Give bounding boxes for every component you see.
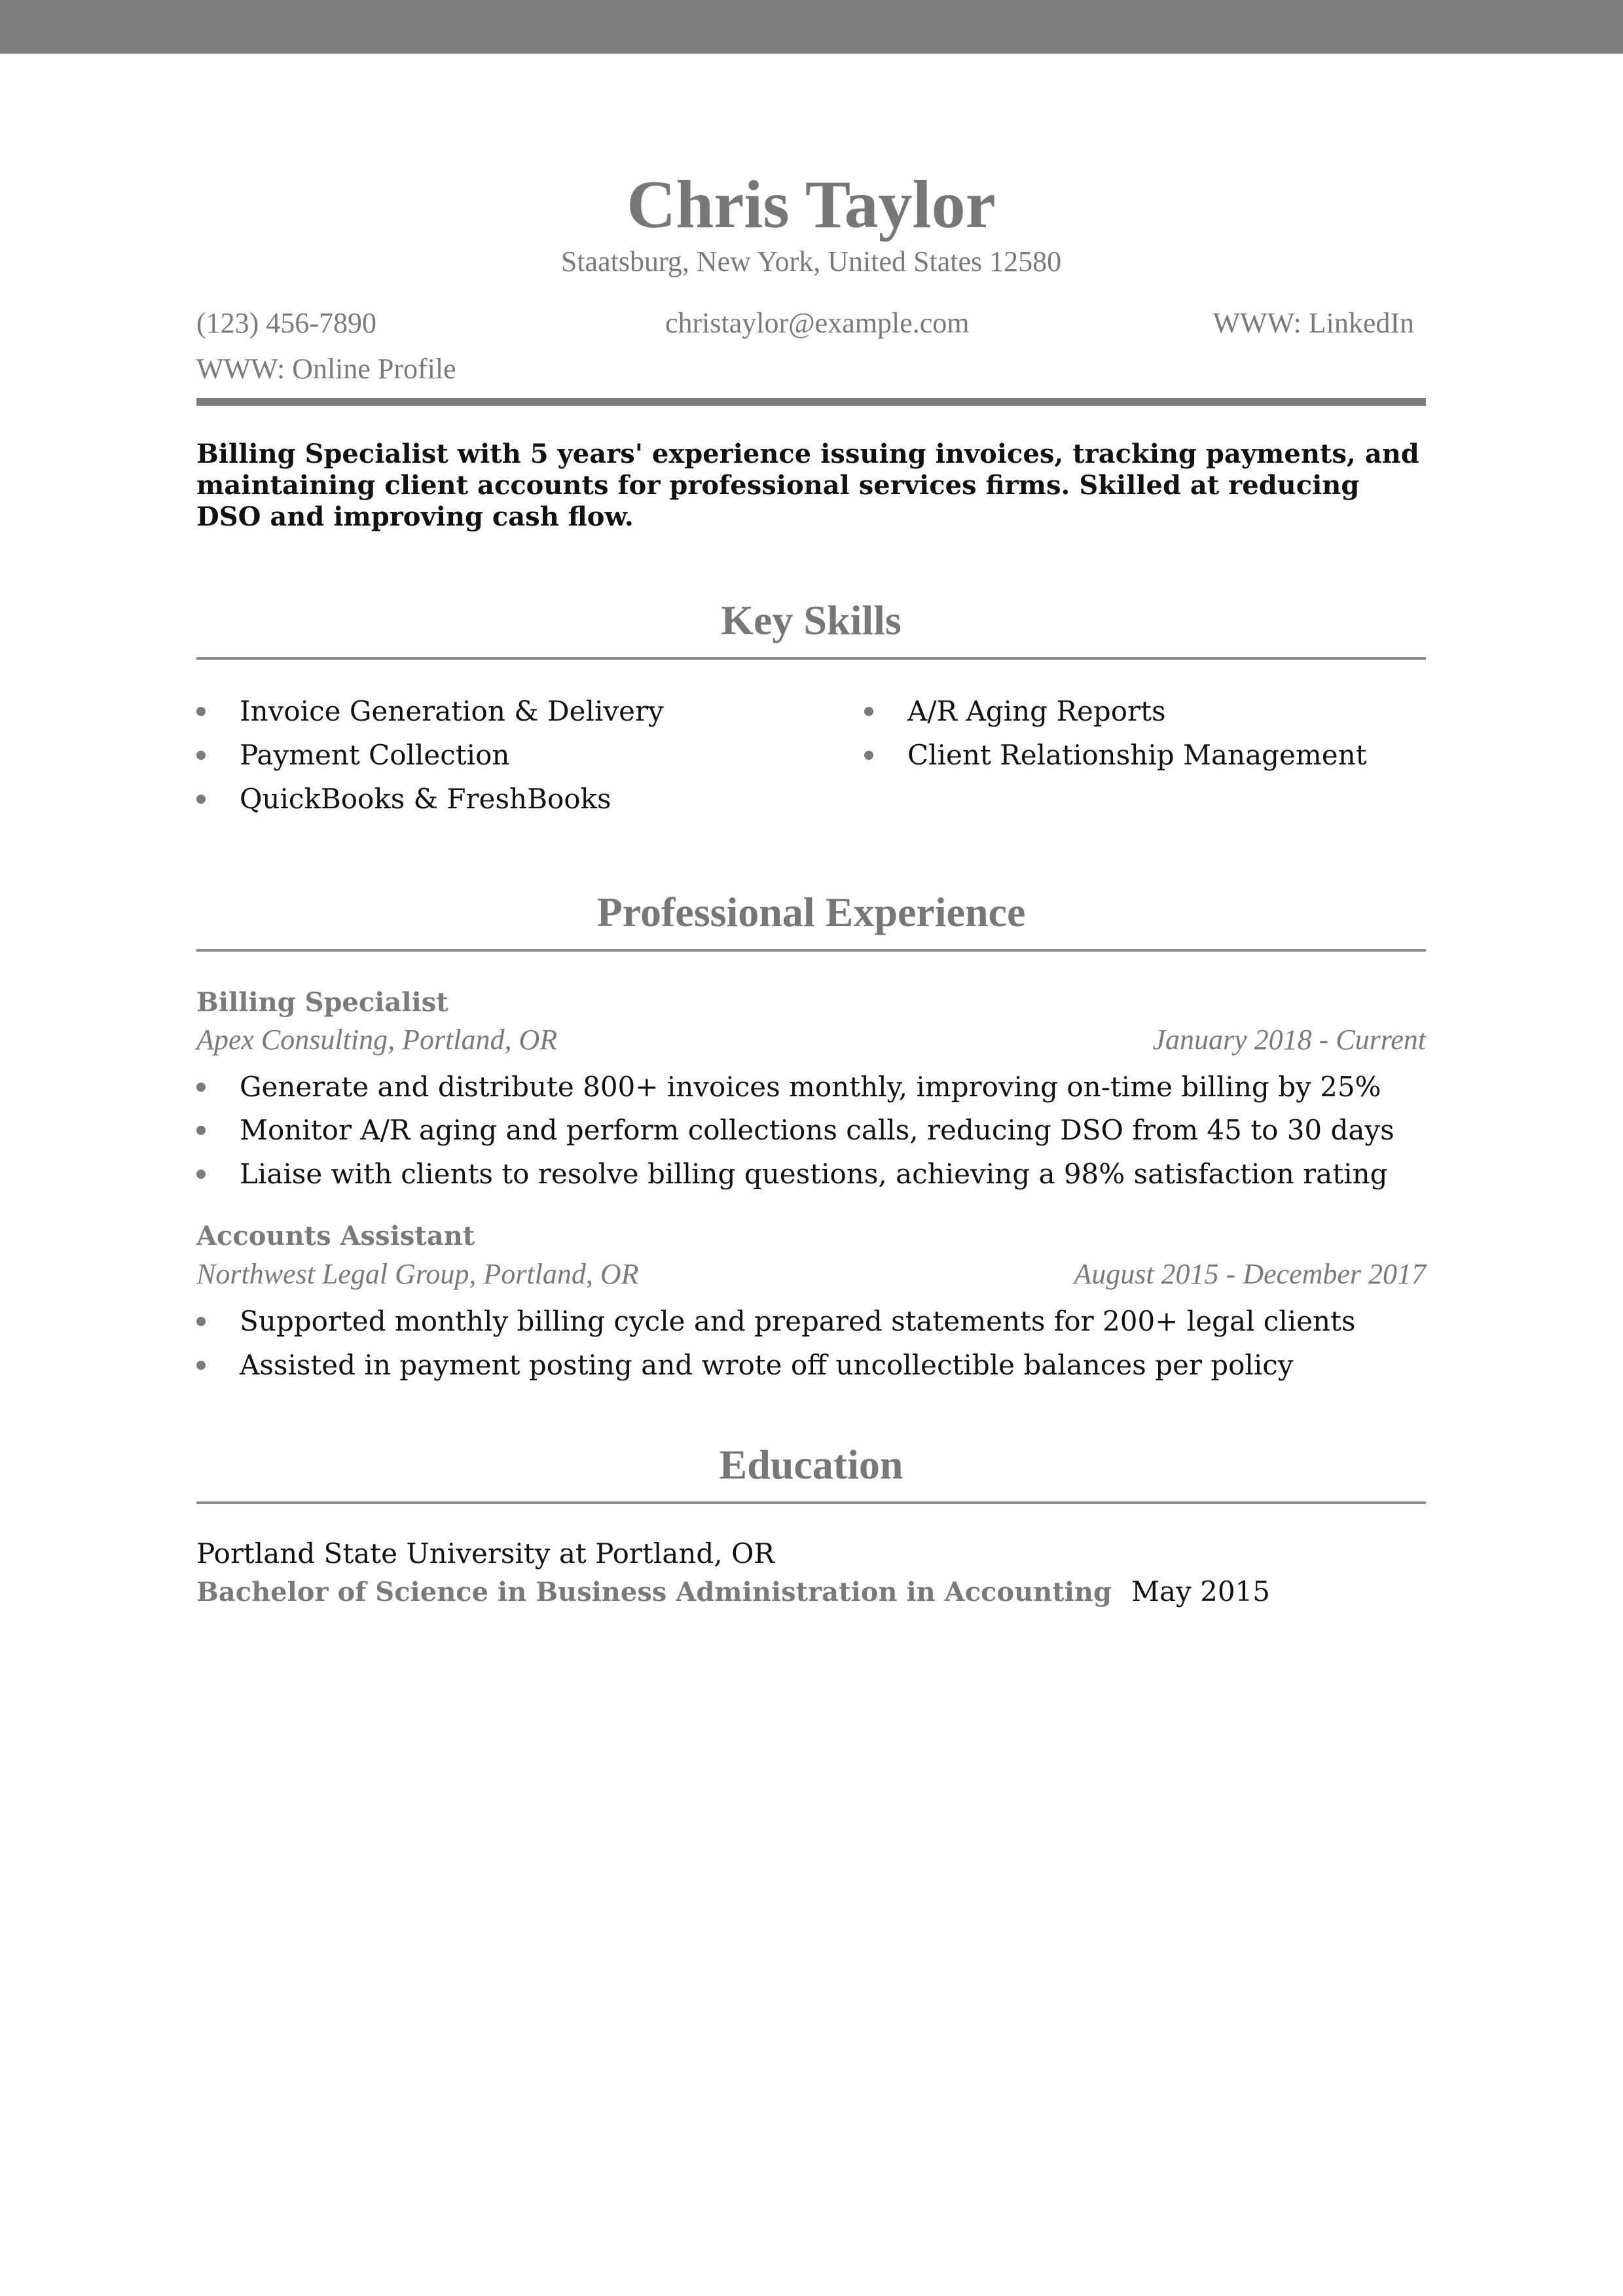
- skill-item: [240, 738, 509, 773]
- header-divider: [196, 398, 1426, 406]
- experience-divider: [196, 949, 1426, 952]
- section-title-education: Education: [719, 1441, 903, 1488]
- job-bullet: [240, 1304, 1356, 1339]
- bullet-icon: [196, 795, 206, 804]
- job-company: Northwest Legal Group, Portland, OR: [196, 1258, 639, 1290]
- skill-item: [240, 781, 611, 817]
- education-school: Portland State University at Portland, OR: [196, 1537, 775, 1570]
- bullet-icon: [196, 1170, 206, 1179]
- education-divider: [196, 1501, 1426, 1504]
- section-title-key-skills: Key Skills: [721, 597, 902, 643]
- bullet-icon: [864, 707, 873, 716]
- job-bullet-text: Assisted in payment posting and wrote off uncollectible balances per policy: [240, 1349, 1294, 1381]
- education-date: May 2015: [1131, 1575, 1270, 1607]
- skill-label: A/R Aging Reports: [907, 695, 1166, 727]
- bullet-icon: [196, 1317, 206, 1326]
- linkedin-link[interactable]: WWW: LinkedIn: [1213, 307, 1414, 339]
- skill-label: QuickBooks & FreshBooks: [240, 783, 611, 815]
- skill-label: Client Relationship Management: [907, 739, 1367, 771]
- bullet-icon: [196, 707, 206, 716]
- job-dates: January 2018 - Current: [1152, 1024, 1426, 1056]
- bullet-icon: [196, 751, 206, 760]
- job-bullet: [240, 1069, 1381, 1105]
- address: Staatsburg, New York, United States 12580: [560, 245, 1062, 278]
- job-bullet: [240, 1348, 1294, 1383]
- bullet-icon: [196, 1126, 206, 1135]
- job-company: Apex Consulting, Portland, OR: [196, 1024, 558, 1056]
- job-bullet-text: Monitor A/R aging and perform collections calls, reducing DSO from 45 to 30 days: [240, 1114, 1395, 1146]
- online-profile-link[interactable]: WWW: Online Profile: [196, 353, 456, 385]
- bullet-icon: [196, 1083, 206, 1092]
- job-title: Accounts Assistant: [196, 1221, 475, 1251]
- candidate-name: Chris Taylor: [627, 167, 996, 242]
- job-bullet: [240, 1113, 1395, 1148]
- education-line: [196, 1573, 1270, 1616]
- bullet-icon: [864, 751, 873, 760]
- phone: (123) 456-7890: [196, 307, 376, 339]
- education-degree: Bachelor of Science in Business Administration in Accounting: [196, 1577, 1112, 1607]
- skill-label: Payment Collection: [240, 739, 510, 771]
- job-bullet-text: Generate and distribute 800+ invoices monthly, improving on-time billing by 25%: [240, 1071, 1381, 1103]
- skill-item: [907, 694, 1166, 729]
- email[interactable]: christaylor@example.com: [665, 307, 970, 339]
- professional-summary: Billing Specialist with 5 years' experience issuing invoices, tracking payments, and maintaining client accounts for professional services firms. Skilled at reducing DSO and improving cash flow.: [196, 439, 1419, 532]
- job-bullet-text: Liaise with clients to resolve billing questions, achieving a 98% satisfaction rating: [240, 1158, 1388, 1190]
- bullet-icon: [196, 1361, 206, 1370]
- resume-page: [196, 0, 1426, 2296]
- key-skills-divider: [196, 657, 1426, 660]
- job-bullet-text: Supported monthly billing cycle and prepared statements for 200+ legal clients: [240, 1305, 1356, 1337]
- job-dates: August 2015 - December 2017: [1074, 1258, 1426, 1290]
- job-bullet: [240, 1157, 1387, 1192]
- skill-label: Invoice Generation & Delivery: [240, 695, 664, 727]
- skill-item: [240, 694, 664, 729]
- section-title-experience: Professional Experience: [596, 889, 1026, 935]
- skill-item: [907, 738, 1367, 773]
- job-title: Billing Specialist: [196, 987, 448, 1018]
